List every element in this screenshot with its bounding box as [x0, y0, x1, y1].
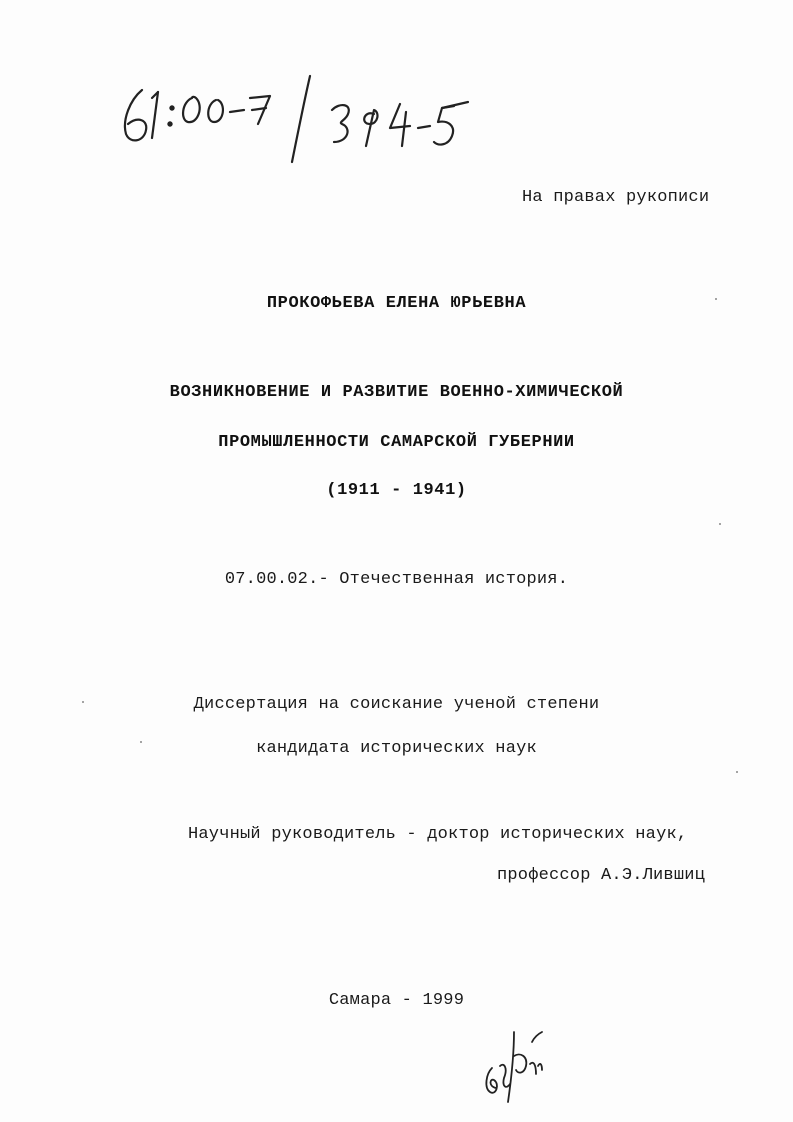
dissertation-line-2: кандидата исторических наук — [256, 739, 537, 758]
header-note: На правах рукописи — [522, 188, 710, 207]
scan-speck — [719, 523, 721, 525]
title-line-2: ПРОМЫШЛЕННОСТИ САМАРСКОЙ ГУБЕРНИИ — [218, 433, 575, 452]
handwritten-catalog-number — [112, 62, 512, 172]
title-years: (1911 - 1941) — [326, 481, 467, 500]
title-line-1: ВОЗНИКНОВЕНИЕ И РАЗВИТИЕ ВОЕННО-ХИМИЧЕСКОЙ — [169, 383, 624, 402]
supervisor-line-2: профессор А.Э.Лившиц — [497, 866, 706, 885]
scan-speck — [82, 701, 84, 703]
author-name: ПРОКОФЬЕВА ЕЛЕНА ЮРЬЕВНА — [266, 294, 527, 313]
scan-speck — [736, 771, 738, 773]
place-year: Самара - 1999 — [328, 991, 465, 1010]
dissertation-line-1: Диссертация на соискание ученой степени — [193, 695, 600, 714]
signature — [478, 1026, 568, 1106]
supervisor-line-1: Научный руководитель - доктор исторических наук, — [188, 825, 688, 844]
handwritten-number-drawing — [112, 62, 512, 172]
scan-speck — [715, 298, 717, 300]
scan-speck — [140, 741, 142, 743]
specialty-code: 07.00.02.- Отечественная история. — [224, 570, 569, 589]
